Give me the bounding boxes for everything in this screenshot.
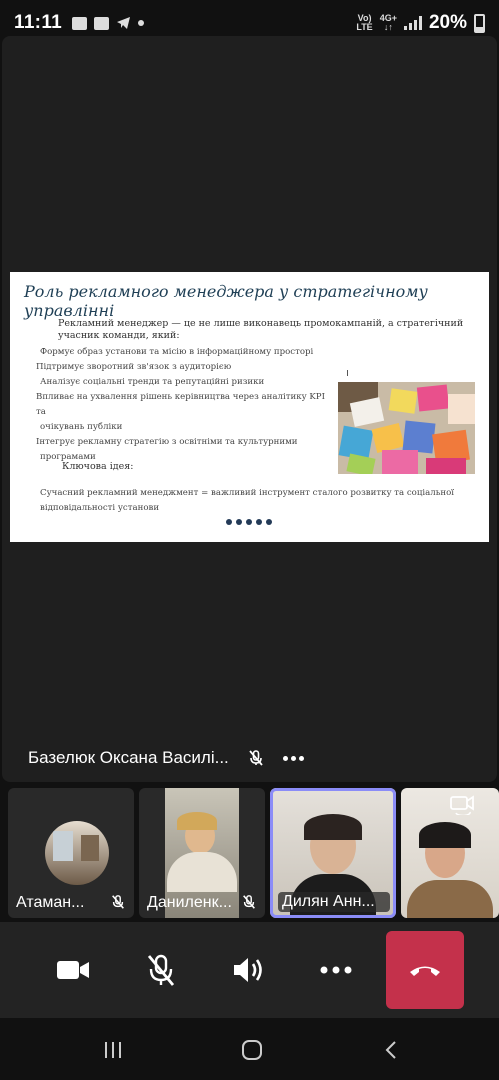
slide-title: Роль рекламного менеджера у стратегічному управлінні xyxy=(24,282,428,320)
muted-mic-icon xyxy=(247,749,265,767)
call-controls-bar xyxy=(0,922,499,1018)
notification-icons xyxy=(72,16,144,30)
presenter-more-options-icon[interactable] xyxy=(283,756,304,761)
muted-mic-icon xyxy=(110,894,126,910)
hang-up-phone-icon xyxy=(408,963,442,977)
status-right xyxy=(356,12,485,34)
page-dot xyxy=(226,519,232,525)
shared-slide[interactable] xyxy=(10,272,489,542)
participant-tile-self[interactable] xyxy=(401,788,499,918)
system-navigation-bar xyxy=(0,1018,499,1080)
video-notification-icon xyxy=(94,17,109,30)
slide-bullet: Впливає на ухвалення рішень керівництва через аналітику KPI та xyxy=(36,392,325,417)
more-notifications-dot-icon xyxy=(138,20,144,26)
participant-tile[interactable] xyxy=(139,788,265,918)
slide-bullet: Підтримує зворотний зв'язок з аудиторією xyxy=(36,362,232,372)
more-dots-icon xyxy=(320,966,352,974)
battery-percent: 20% xyxy=(428,12,467,33)
muted-mic-icon xyxy=(146,953,176,987)
page-dot xyxy=(266,519,272,525)
slide-page-dots xyxy=(226,519,272,525)
gallery-icon xyxy=(72,17,87,30)
pointer-cursor-icon xyxy=(347,370,351,376)
microphone-toggle-button[interactable] xyxy=(133,942,189,998)
presenter-info-bar xyxy=(28,742,304,774)
slide-photo-sticky-notes xyxy=(338,382,475,474)
more-actions-button[interactable] xyxy=(308,942,364,998)
home-icon[interactable] xyxy=(241,1039,263,1061)
slide-bullet: Інтегрує рекламну стратегію з освітніми та культурними xyxy=(36,437,298,447)
switch-camera-icon[interactable] xyxy=(449,793,475,815)
slide-key-idea-label: Ключова ідея: xyxy=(62,461,134,472)
battery-icon xyxy=(474,14,485,33)
participant-name: Даниленк... xyxy=(147,894,232,911)
volte-indicator: Vo) LTE xyxy=(356,13,373,32)
page-dot xyxy=(246,519,252,525)
participant-tile[interactable] xyxy=(8,788,134,918)
video-camera-icon xyxy=(56,958,90,982)
leave-call-button[interactable] xyxy=(386,931,464,1009)
slide-bullet: очікувань публіки xyxy=(40,422,123,432)
slide-conclusion: Сучасний рекламний менеджмент = важливий інструмент сталого розвитку та соціальної відповідальності установи xyxy=(40,488,455,513)
telegram-icon xyxy=(116,16,131,30)
page-dot xyxy=(256,519,262,525)
slide-bullet: Формує образ установи та місію в інформаційному просторі xyxy=(40,347,314,357)
speaker-toggle-button[interactable] xyxy=(221,942,277,998)
signal-icon xyxy=(404,16,422,30)
muted-mic-icon xyxy=(241,894,257,910)
slide-intro: Рекламний менеджер — це не лише виконавець промокампаній, а стратегічний учасник команди, який: xyxy=(58,318,464,341)
participant-avatar xyxy=(45,821,109,885)
speaker-volume-icon xyxy=(232,955,266,985)
participant-name: Дилян Анн... xyxy=(278,892,390,912)
network-type-indicator: 4G+ ↓↑ xyxy=(379,13,397,32)
participant-name: Атаман... xyxy=(16,894,85,911)
slide-bullet-list xyxy=(36,345,336,465)
participant-tile-active-speaker[interactable] xyxy=(270,788,396,918)
slide-bullet: Аналізує соціальні тренди та репутаційні ризики xyxy=(40,377,265,387)
camera-toggle-button[interactable] xyxy=(45,942,101,998)
status-time: 11:11 xyxy=(14,12,62,33)
slide-bullet: програмами xyxy=(40,452,96,462)
participant-strip[interactable] xyxy=(0,788,499,918)
back-icon[interactable] xyxy=(384,1040,398,1060)
page-dot xyxy=(236,519,242,525)
recent-apps-icon[interactable] xyxy=(103,1040,123,1060)
presenter-name: Базелюк Оксана Василі... xyxy=(28,748,229,767)
